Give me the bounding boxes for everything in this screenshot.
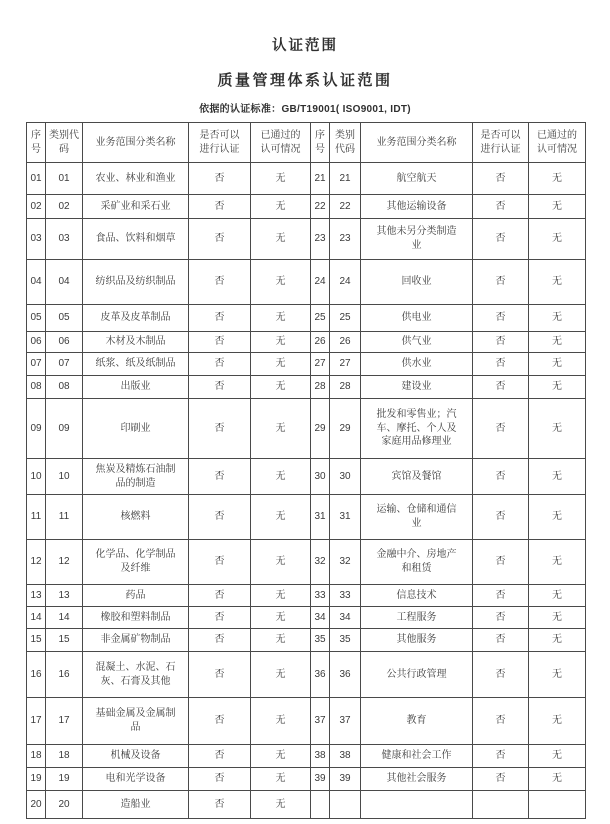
- table-row: [27, 195, 586, 219]
- cell-serial-no: 12: [27, 540, 46, 585]
- cell-serial-no-right: 23: [311, 219, 330, 260]
- cell-scope-name: 造船业: [83, 791, 189, 819]
- cell-accreditation-right: 无: [529, 652, 586, 698]
- cell-accreditation: 无: [251, 540, 311, 585]
- cell-accreditation-right: [529, 791, 586, 819]
- table-row: [27, 585, 586, 607]
- cell-accreditation-right: 无: [529, 629, 586, 652]
- header-serial-no: 序号: [27, 123, 46, 163]
- cell-accreditation: 无: [251, 698, 311, 745]
- cell-scope-name: 橡胶和塑料制品: [83, 607, 189, 629]
- cell-scope-name-right: 教育: [361, 698, 473, 745]
- cell-serial-no-right: 29: [311, 399, 330, 459]
- cell-category-code: 16: [46, 652, 83, 698]
- cell-serial-no: 16: [27, 652, 46, 698]
- cell-category-code-right: 39: [330, 768, 361, 791]
- cell-category-code: 19: [46, 768, 83, 791]
- cell-accreditation: 无: [251, 585, 311, 607]
- header-accreditation-right: 已通过的认可情况: [529, 123, 586, 163]
- cell-serial-no: 18: [27, 745, 46, 768]
- cell-scope-name-right: 其他社会服务: [361, 768, 473, 791]
- header-scope-name-right: 业务范围分类名称: [361, 123, 473, 163]
- cell-serial-no: 03: [27, 219, 46, 260]
- table-row: [27, 305, 586, 332]
- table-row: [27, 629, 586, 652]
- cell-accreditation-right: 无: [529, 376, 586, 399]
- cell-scope-name: 基础金属及金属制品: [83, 698, 189, 745]
- cell-scope-name-right: 供电业: [361, 305, 473, 332]
- cell-scope-name-right: 公共行政管理: [361, 652, 473, 698]
- cell-certifiable-right: 否: [473, 219, 529, 260]
- cell-scope-name-right: 回收业: [361, 260, 473, 305]
- cell-scope-name: 采矿业和采石业: [83, 195, 189, 219]
- cell-certifiable-right: 否: [473, 399, 529, 459]
- cell-accreditation: 无: [251, 629, 311, 652]
- page-title: 认证范围: [272, 38, 338, 54]
- cell-certifiable-right: 否: [473, 195, 529, 219]
- cell-serial-no-right: 21: [311, 163, 330, 195]
- header-certifiable-right: 是否可以进行认证: [473, 123, 529, 163]
- cell-certifiable: 否: [189, 791, 251, 819]
- standard-reference-line: 依据的认证标准：GB/T19001( ISO9001, IDT): [199, 104, 411, 115]
- cell-scope-name-right: 运输、仓储和通信业: [361, 495, 473, 540]
- cell-category-code: 20: [46, 791, 83, 819]
- cell-accreditation-right: 无: [529, 585, 586, 607]
- cell-scope-name: 食品、饮料和烟草: [83, 219, 189, 260]
- cell-certifiable-right: 否: [473, 332, 529, 353]
- cell-certifiable: 否: [189, 607, 251, 629]
- cell-certifiable: 否: [189, 305, 251, 332]
- cell-category-code: 11: [46, 495, 83, 540]
- header-serial-no-right: 序号: [311, 123, 330, 163]
- cell-accreditation-right: 无: [529, 768, 586, 791]
- cell-certifiable-right: 否: [473, 768, 529, 791]
- cell-category-code: 09: [46, 399, 83, 459]
- cell-certifiable-right: 否: [473, 353, 529, 376]
- cell-accreditation: 无: [251, 332, 311, 353]
- cell-accreditation: 无: [251, 399, 311, 459]
- cell-accreditation: 无: [251, 745, 311, 768]
- cell-category-code-right: 33: [330, 585, 361, 607]
- cell-accreditation-right: 无: [529, 332, 586, 353]
- cell-certifiable: 否: [189, 163, 251, 195]
- cell-category-code-right: 31: [330, 495, 361, 540]
- header-scope-name: 业务范围分类名称: [83, 123, 189, 163]
- cell-certifiable-right: 否: [473, 376, 529, 399]
- cell-category-code-right: 25: [330, 305, 361, 332]
- cell-serial-no: 09: [27, 399, 46, 459]
- cell-accreditation-right: 无: [529, 353, 586, 376]
- cell-accreditation: 无: [251, 495, 311, 540]
- cell-certifiable-right: 否: [473, 745, 529, 768]
- cell-category-code: 03: [46, 219, 83, 260]
- cell-scope-name-right: 信息技术: [361, 585, 473, 607]
- cell-certifiable-right: [473, 791, 529, 819]
- cell-scope-name-right: 航空航天: [361, 163, 473, 195]
- cell-accreditation-right: 无: [529, 540, 586, 585]
- cell-accreditation-right: 无: [529, 698, 586, 745]
- cell-scope-name-right: 供水业: [361, 353, 473, 376]
- cell-category-code: 14: [46, 607, 83, 629]
- cell-scope-name-right: 其他未另分类制造业: [361, 219, 473, 260]
- cell-category-code: 13: [46, 585, 83, 607]
- cell-certifiable: 否: [189, 353, 251, 376]
- cell-scope-name-right: 其他运输设备: [361, 195, 473, 219]
- cell-certifiable: 否: [189, 540, 251, 585]
- cell-scope-name: 机械及设备: [83, 745, 189, 768]
- cell-scope-name: 混凝土、水泥、石灰、石膏及其他: [83, 652, 189, 698]
- cell-serial-no: 02: [27, 195, 46, 219]
- cell-serial-no-right: 24: [311, 260, 330, 305]
- header-certifiable: 是否可以进行认证: [189, 123, 251, 163]
- cell-certifiable: 否: [189, 745, 251, 768]
- cell-category-code: 02: [46, 195, 83, 219]
- cell-category-code-right: 24: [330, 260, 361, 305]
- cell-certifiable: 否: [189, 698, 251, 745]
- table-row: [27, 353, 586, 376]
- cell-accreditation-right: 无: [529, 163, 586, 195]
- cell-serial-no-right: 34: [311, 607, 330, 629]
- cell-category-code: 04: [46, 260, 83, 305]
- cell-category-code: 10: [46, 459, 83, 495]
- cell-scope-name-right: [361, 791, 473, 819]
- cell-accreditation: 无: [251, 652, 311, 698]
- cell-serial-no: 01: [27, 163, 46, 195]
- cell-scope-name: 焦炭及精炼石油制品的制造: [83, 459, 189, 495]
- cell-certifiable: 否: [189, 399, 251, 459]
- cell-serial-no-right: 27: [311, 353, 330, 376]
- cell-category-code-right: 37: [330, 698, 361, 745]
- cell-serial-no-right: 38: [311, 745, 330, 768]
- table-row: [27, 332, 586, 353]
- cell-accreditation: 无: [251, 163, 311, 195]
- table-row: [27, 219, 586, 260]
- cell-certifiable: 否: [189, 195, 251, 219]
- cell-certifiable-right: 否: [473, 607, 529, 629]
- cell-category-code: 18: [46, 745, 83, 768]
- table-row: [27, 791, 586, 819]
- table-row: [27, 607, 586, 629]
- cell-accreditation-right: 无: [529, 399, 586, 459]
- cell-certifiable: 否: [189, 219, 251, 260]
- table-row: [27, 652, 586, 698]
- cell-serial-no-right: 25: [311, 305, 330, 332]
- header-category-code-right: 类别代码: [330, 123, 361, 163]
- cell-certifiable-right: 否: [473, 629, 529, 652]
- cell-category-code-right: 29: [330, 399, 361, 459]
- cell-category-code-right: 23: [330, 219, 361, 260]
- cell-certifiable-right: 否: [473, 540, 529, 585]
- cell-accreditation: 无: [251, 195, 311, 219]
- cell-certifiable: 否: [189, 652, 251, 698]
- cell-scope-name: 木材及木制品: [83, 332, 189, 353]
- cell-category-code: 07: [46, 353, 83, 376]
- cell-serial-no-right: 28: [311, 376, 330, 399]
- cell-accreditation-right: 无: [529, 260, 586, 305]
- cell-serial-no-right: 35: [311, 629, 330, 652]
- page-subtitle: 质量管理体系认证范围: [217, 72, 393, 89]
- cell-scope-name: 非金属矿物制品: [83, 629, 189, 652]
- cell-scope-name: 纺织品及纺织制品: [83, 260, 189, 305]
- cell-serial-no-right: 33: [311, 585, 330, 607]
- cell-scope-name: 农业、林业和渔业: [83, 163, 189, 195]
- cell-serial-no-right: 30: [311, 459, 330, 495]
- cell-scope-name-right: 批发和零售业；汽车、摩托、个人及家庭用品修理业: [361, 399, 473, 459]
- cell-certifiable: 否: [189, 376, 251, 399]
- cell-category-code-right: 32: [330, 540, 361, 585]
- table-row: [27, 459, 586, 495]
- cell-certifiable: 否: [189, 332, 251, 353]
- table-row: [27, 745, 586, 768]
- cell-certifiable: 否: [189, 260, 251, 305]
- cell-serial-no: 19: [27, 768, 46, 791]
- cell-scope-name: 电和光学设备: [83, 768, 189, 791]
- cell-serial-no: 20: [27, 791, 46, 819]
- cell-category-code: 12: [46, 540, 83, 585]
- cell-scope-name: 皮革及皮革制品: [83, 305, 189, 332]
- cell-certifiable-right: 否: [473, 585, 529, 607]
- table-row: [27, 163, 586, 195]
- cell-scope-name-right: 供气业: [361, 332, 473, 353]
- cell-accreditation-right: 无: [529, 219, 586, 260]
- cell-category-code: 05: [46, 305, 83, 332]
- cell-accreditation-right: 无: [529, 495, 586, 540]
- cell-serial-no: 05: [27, 305, 46, 332]
- cell-certifiable-right: 否: [473, 260, 529, 305]
- cell-certifiable-right: 否: [473, 652, 529, 698]
- cell-scope-name: 印刷业: [83, 399, 189, 459]
- cell-accreditation: 无: [251, 768, 311, 791]
- cell-serial-no-right: [311, 791, 330, 819]
- cell-category-code: 01: [46, 163, 83, 195]
- cell-serial-no: 14: [27, 607, 46, 629]
- table-row: [27, 399, 586, 459]
- cell-scope-name-right: 宾馆及餐馆: [361, 459, 473, 495]
- cell-accreditation-right: 无: [529, 607, 586, 629]
- cell-category-code: 06: [46, 332, 83, 353]
- cell-scope-name-right: 健康和社会工作: [361, 745, 473, 768]
- cell-accreditation: 无: [251, 791, 311, 819]
- cell-accreditation: 无: [251, 376, 311, 399]
- cell-scope-name-right: 建设业: [361, 376, 473, 399]
- cell-scope-name-right: 工程服务: [361, 607, 473, 629]
- cell-certifiable-right: 否: [473, 305, 529, 332]
- cell-serial-no: 07: [27, 353, 46, 376]
- cell-accreditation: 无: [251, 607, 311, 629]
- cell-scope-name: 核燃料: [83, 495, 189, 540]
- table-row: [27, 495, 586, 540]
- cell-certifiable-right: 否: [473, 163, 529, 195]
- header-category-code: 类别代码: [46, 123, 83, 163]
- cell-accreditation-right: 无: [529, 305, 586, 332]
- table-body: [27, 163, 586, 819]
- cell-scope-name-right: 金融中介、房地产和租赁: [361, 540, 473, 585]
- cell-scope-name-right: 其他服务: [361, 629, 473, 652]
- cell-category-code-right: 28: [330, 376, 361, 399]
- cell-serial-no-right: 26: [311, 332, 330, 353]
- header-row: [27, 123, 586, 163]
- cell-certifiable-right: 否: [473, 698, 529, 745]
- cell-category-code-right: [330, 791, 361, 819]
- cell-category-code-right: 38: [330, 745, 361, 768]
- cell-category-code-right: 22: [330, 195, 361, 219]
- cell-certifiable: 否: [189, 585, 251, 607]
- cell-category-code-right: 36: [330, 652, 361, 698]
- cell-serial-no-right: 32: [311, 540, 330, 585]
- cell-accreditation: 无: [251, 305, 311, 332]
- cell-certifiable-right: 否: [473, 495, 529, 540]
- table-row: [27, 540, 586, 585]
- table-row: [27, 768, 586, 791]
- certification-scope-table: [26, 122, 586, 819]
- cell-category-code: 17: [46, 698, 83, 745]
- cell-serial-no: 04: [27, 260, 46, 305]
- cell-category-code-right: 21: [330, 163, 361, 195]
- cell-serial-no-right: 22: [311, 195, 330, 219]
- cell-category-code-right: 34: [330, 607, 361, 629]
- cell-serial-no: 10: [27, 459, 46, 495]
- cell-certifiable: 否: [189, 495, 251, 540]
- cell-accreditation-right: 无: [529, 459, 586, 495]
- cell-serial-no-right: 36: [311, 652, 330, 698]
- cell-serial-no: 06: [27, 332, 46, 353]
- cell-serial-no: 13: [27, 585, 46, 607]
- cell-serial-no: 15: [27, 629, 46, 652]
- cell-accreditation: 无: [251, 260, 311, 305]
- cell-certifiable: 否: [189, 768, 251, 791]
- cell-serial-no: 11: [27, 495, 46, 540]
- cell-accreditation: 无: [251, 459, 311, 495]
- cell-scope-name: 化学品、化学制品及纤维: [83, 540, 189, 585]
- table-row: [27, 260, 586, 305]
- cell-category-code-right: 30: [330, 459, 361, 495]
- cell-scope-name: 药品: [83, 585, 189, 607]
- cell-category-code-right: 26: [330, 332, 361, 353]
- cell-certifiable: 否: [189, 459, 251, 495]
- cell-scope-name: 纸浆、纸及纸制品: [83, 353, 189, 376]
- cell-serial-no-right: 31: [311, 495, 330, 540]
- table-row: [27, 698, 586, 745]
- cell-accreditation-right: 无: [529, 195, 586, 219]
- cell-accreditation: 无: [251, 353, 311, 376]
- table-row: [27, 376, 586, 399]
- cell-serial-no-right: 37: [311, 698, 330, 745]
- table-header: [27, 123, 586, 163]
- cell-certifiable: 否: [189, 629, 251, 652]
- cell-certifiable-right: 否: [473, 459, 529, 495]
- cell-accreditation-right: 无: [529, 745, 586, 768]
- cell-scope-name: 出版业: [83, 376, 189, 399]
- cell-accreditation: 无: [251, 219, 311, 260]
- cell-serial-no-right: 39: [311, 768, 330, 791]
- cell-serial-no: 17: [27, 698, 46, 745]
- cell-category-code: 08: [46, 376, 83, 399]
- cell-serial-no: 08: [27, 376, 46, 399]
- cell-category-code: 15: [46, 629, 83, 652]
- cell-category-code-right: 27: [330, 353, 361, 376]
- header-accreditation: 已通过的认可情况: [251, 123, 311, 163]
- cell-category-code-right: 35: [330, 629, 361, 652]
